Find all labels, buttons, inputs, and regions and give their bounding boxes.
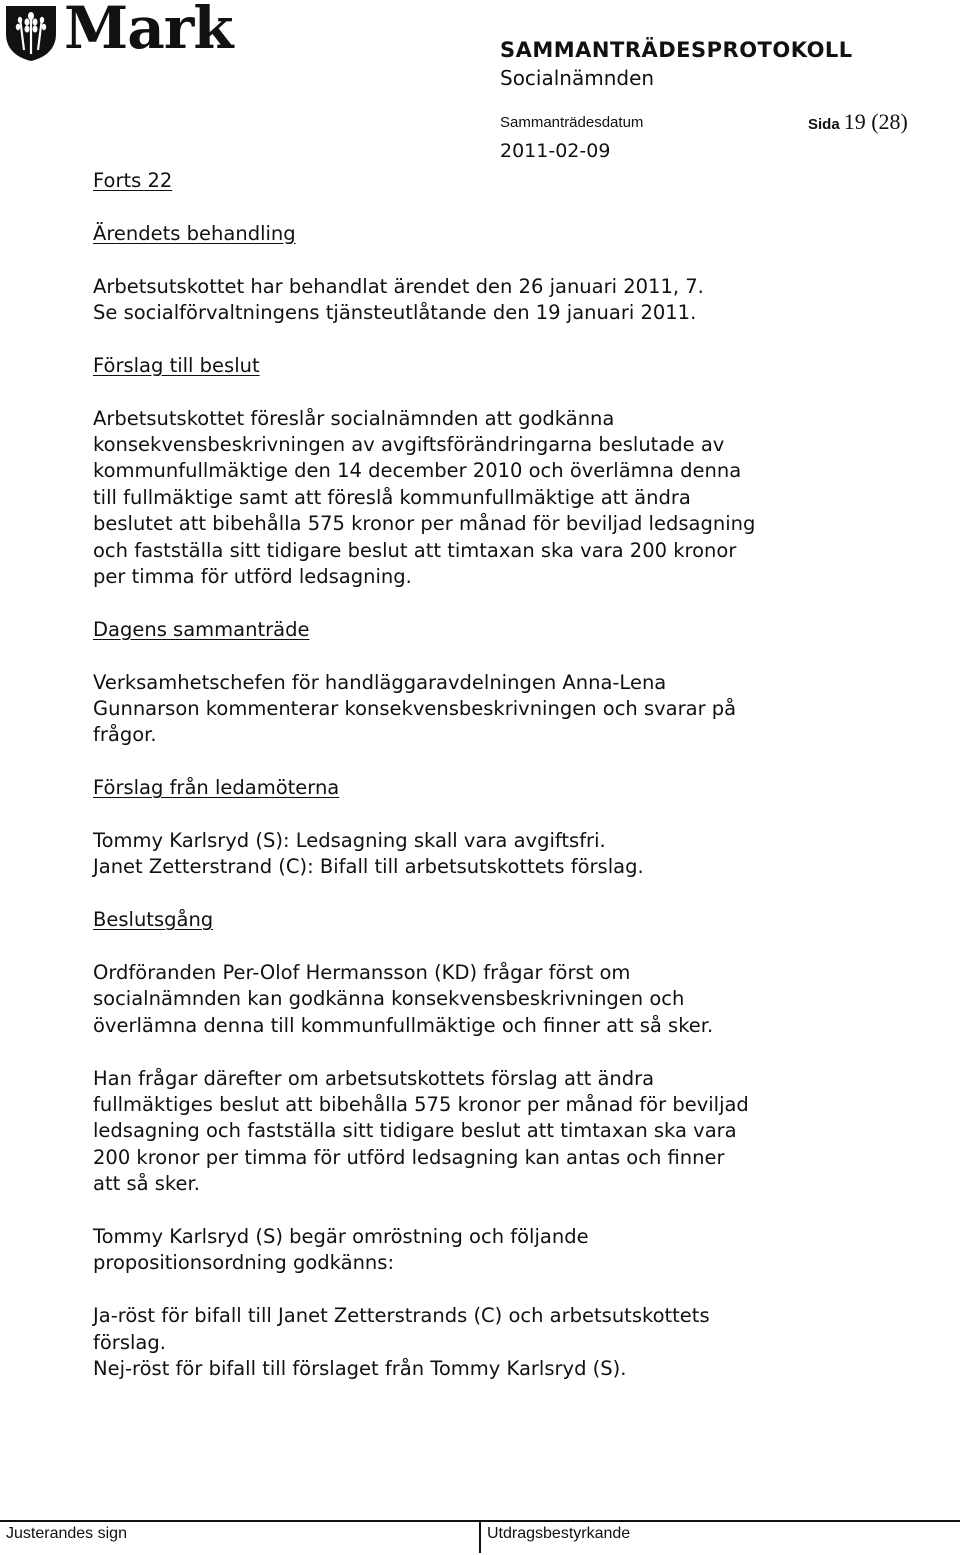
paragraph-line: konsekvensbeskrivningen av avgiftsförändringarna beslutade av [93,433,725,456]
wheat-emblem-icon [2,4,60,62]
paragraph-line: 200 kronor per timma för utförd ledsagning kan antas och finner [93,1145,725,1169]
paragraph-line: överlämna denna till kommunfullmäktige och finner att så sker. [93,1013,714,1037]
paragraph-line: propositionsordning godkänns: [93,1251,395,1275]
section-heading-beslutsgang: Beslutsgång [93,908,214,932]
paragraph-line: Tommy Karlsryd (S): Ledsagning skall vara avgiftsfri. [93,829,606,853]
continuation-label: Forts 22 [93,169,173,192]
utdragsbestyrkande-label: Utdragsbestyrkande [487,1525,631,1542]
paragraph-line: Verksamhetschefen för handläggaravdelningen Anna-Lena [93,670,667,694]
section-heading-arendets-behandling: Ärendets behandling [93,221,296,245]
minutes-body [93,168,943,1382]
page-indicator [808,109,908,135]
document-title: SAMMANTRÄDESPROTOKOLL [500,38,853,62]
paragraph-line: fullmäktiges beslut att bibehålla 575 kronor per månad för beviljad [93,1093,749,1117]
justerandes-sign-label: Justerandes sign [6,1525,127,1542]
paragraph-line: socialnämnden kan godkänna konsekvensbeskrivningen och [93,987,685,1011]
paragraph-line: Ja-röst för bifall till Janet Zetterstrands (C) och arbetsutskottets [93,1304,710,1328]
page-label: Sida [808,116,840,133]
paragraph-line: Ordföranden Per-Olof Hermansson (KD) frågar först om [93,961,631,985]
paragraph-line: Han frågar därefter om arbetsutskottets förslag att ändra [93,1066,655,1090]
section-heading-forslag-fran-ledamoterna: Förslag från ledamöterna [93,776,340,800]
meeting-date: 2011-02-09 [500,140,611,162]
paragraph-line: beslutet att bibehålla 575 kronor per månad för beviljad ledsagning [93,512,756,536]
paragraph-line: Arbetsutskottet föreslår socialnämnden att godkänna [93,406,615,430]
paragraph-line: Janet Zetterstrand (C): Bifall till arbetsutskottets förslag. [93,855,644,879]
paragraph-line: frågor. [93,723,157,747]
committee-name: Socialnämnden [500,66,655,90]
municipality-logo [0,2,232,62]
paragraph-line: förslag. [93,1330,166,1354]
footer-divider [479,1520,481,1553]
paragraph-line: ledsagning och fastställa sitt tidigare beslut att timtaxan ska vara [93,1119,737,1143]
paragraph-line: Se socialförvaltningens tjänsteutlåtande den 19 januari 2011. [93,301,697,324]
paragraph-line: Nej-röst för bifall till förslaget från Tommy Karlsryd (S). [93,1357,627,1381]
paragraph-line: att så sker. [93,1172,200,1196]
paragraph-line: Gunnarson kommenterar konsekvensbeskrivningen och svarar på [93,697,737,721]
meeting-date-label: Sammanträdesdatum [500,114,644,131]
paragraph-line: Tommy Karlsryd (S) begär omröstning och följande [93,1225,589,1249]
section-heading-dagens-sammantrade: Dagens sammanträde [93,617,310,641]
paragraph-line: och fastställa sitt tidigare beslut att timtaxan ska vara 200 kronor [93,538,737,562]
paragraph-line: kommunfullmäktige den 14 december 2010 och överlämna denna [93,459,742,483]
logo-wordmark: Mark [64,0,233,62]
signature-footer [0,1520,960,1555]
paragraph-line: till fullmäktige samt att föreslå kommunfullmäktige att ändra [93,485,691,509]
paragraph-line: Arbetsutskottet har behandlat ärendet den 26 januari 2011, 7. [93,274,704,298]
page-number: 19 (28) [843,109,908,134]
section-heading-forslag-till-beslut: Förslag till beslut [93,353,260,377]
paragraph-line: per timma för utförd ledsagning. [93,565,412,589]
